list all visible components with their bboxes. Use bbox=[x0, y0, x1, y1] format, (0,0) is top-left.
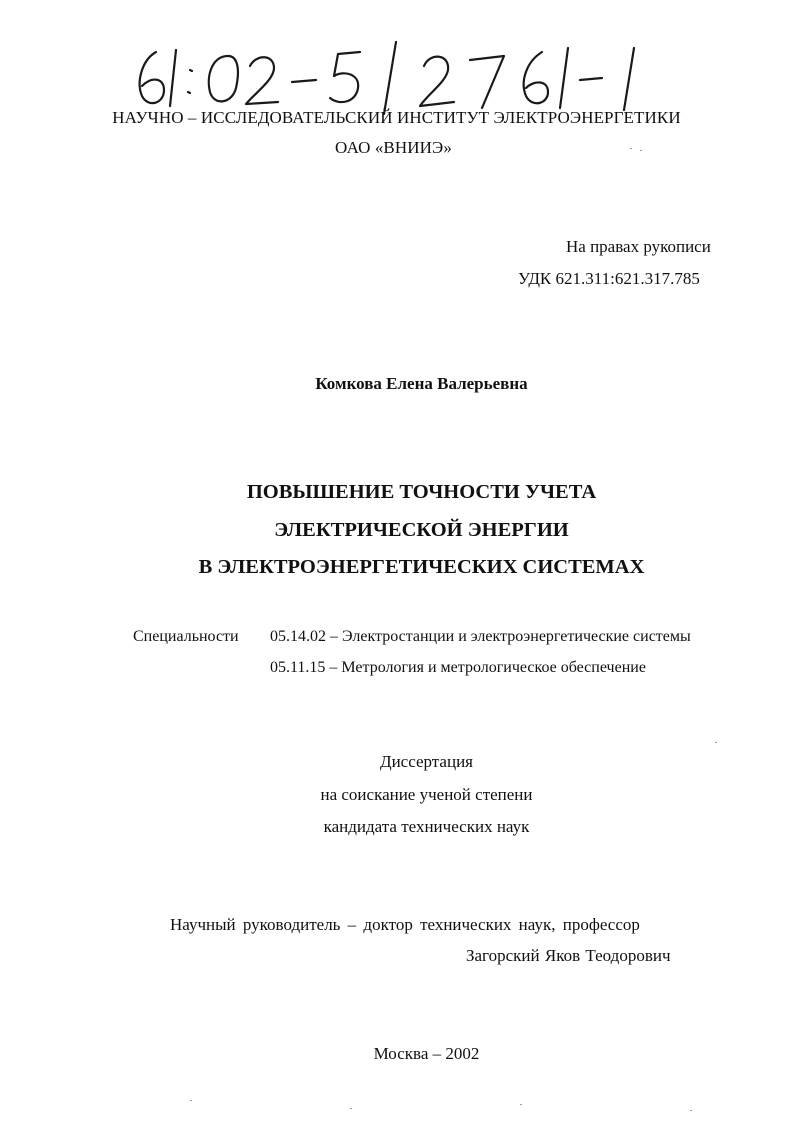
scan-speck bbox=[190, 1100, 192, 1101]
scan-speck bbox=[715, 742, 717, 743]
specialty-item: 05.11.15 – Метрология и метрологическое обеспечение bbox=[270, 659, 646, 676]
title-line-1: ПОВЫШЕНИЕ ТОЧНОСТИ УЧЕТА bbox=[246, 481, 597, 503]
scan-speck bbox=[690, 1110, 692, 1111]
title-line-2: ЭЛЕКТРИЧЕСКОЙ ЭНЕРГИИ bbox=[274, 519, 569, 541]
supervisor-name: Загорский Яков Теодорович bbox=[466, 946, 671, 965]
scan-speck bbox=[630, 148, 632, 149]
organization-name: ОАО «ВНИИЭ» bbox=[335, 138, 452, 157]
supervisor-title: Научный руководитель – доктор технических наук, профессор bbox=[170, 915, 640, 934]
handwritten-archive-number bbox=[128, 30, 708, 120]
dissertation-heading: Диссертация bbox=[379, 752, 473, 771]
title-line-3: В ЭЛЕКТРОЭНЕРГЕТИЧЕСКИХ СИСТЕМАХ bbox=[198, 556, 645, 578]
udc-code: УДК 621.311:621.317.785 bbox=[518, 269, 700, 288]
specialty-item: 05.14.02 – Электростанции и электроэнергетические системы bbox=[270, 628, 691, 645]
dissertation-degree-line: на соискание ученой степени bbox=[320, 785, 533, 804]
manuscript-rights-note: На правах рукописи bbox=[566, 237, 711, 256]
institute-name: НАУЧНО – ИССЛЕДОВАТЕЛЬСКИЙ ИНСТИТУТ ЭЛЕКТРОЭНЕРГЕТИКИ bbox=[112, 108, 681, 127]
city-year: Москва – 2002 bbox=[373, 1044, 480, 1063]
specialties-label: Специальности bbox=[133, 628, 239, 645]
scan-speck bbox=[640, 150, 642, 151]
dissertation-field-line: кандидата технических наук bbox=[323, 817, 530, 836]
scan-speck bbox=[350, 1108, 352, 1109]
author-name: Комкова Елена Валерьевна bbox=[315, 374, 528, 393]
scan-speck bbox=[520, 1104, 522, 1105]
